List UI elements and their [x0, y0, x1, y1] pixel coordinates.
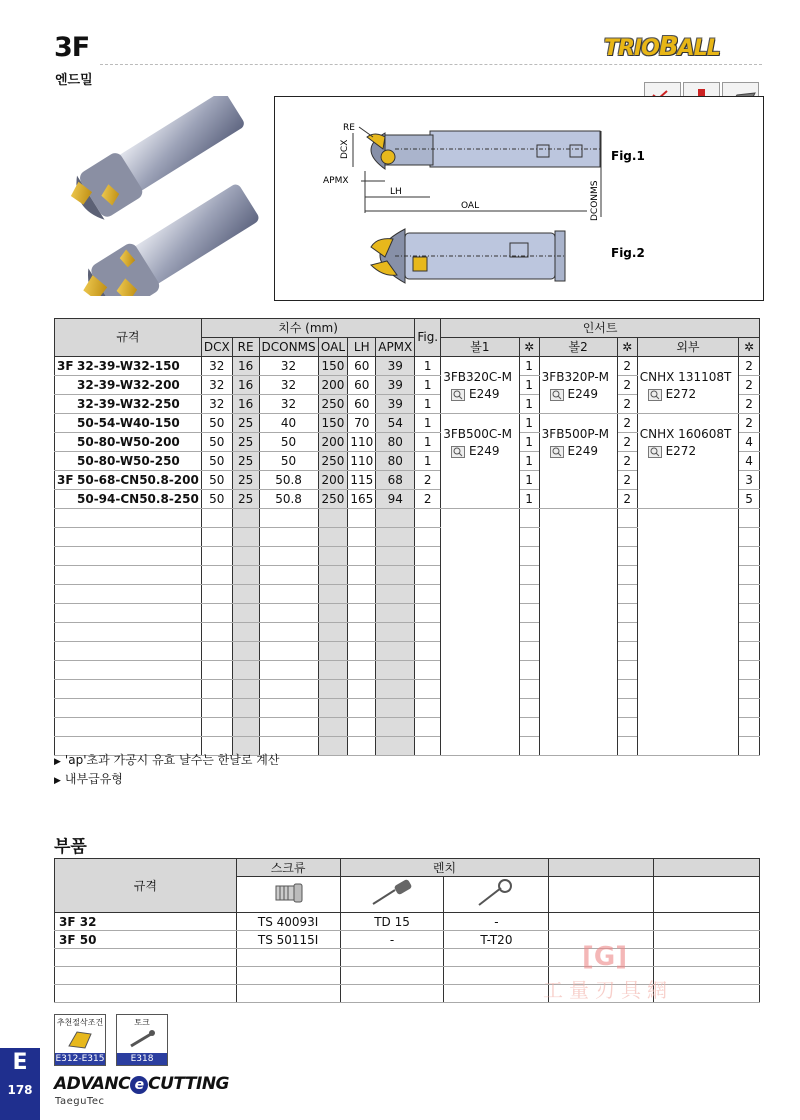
- cell-q3: 2: [739, 376, 760, 395]
- cell-dconms: 50: [259, 452, 318, 471]
- cell-q3: 3: [739, 471, 760, 490]
- dim-dconms-label: DCONMS: [590, 180, 600, 221]
- cell-q3: 5: [739, 490, 760, 509]
- col-dconms: DCONMS: [259, 338, 318, 357]
- cell-q1: 1: [519, 395, 539, 414]
- cell-dcx: 50: [201, 452, 232, 471]
- gear-icon: ✲: [617, 338, 637, 357]
- cell-apmx: 80: [376, 433, 415, 452]
- col-re: RE: [232, 338, 259, 357]
- cell-dcx: 32: [201, 357, 232, 376]
- cell-q2: 2: [617, 471, 637, 490]
- dim-lh-label: LH: [390, 187, 402, 197]
- dim-oal-label: OAL: [461, 201, 480, 211]
- cell-q2: 2: [617, 376, 637, 395]
- parts-wrench1: -: [340, 931, 444, 949]
- col-fig-header: Fig.: [415, 319, 441, 357]
- cell-oal: 150: [318, 357, 348, 376]
- col-oal: OAL: [318, 338, 348, 357]
- cell-fig: 1: [415, 433, 441, 452]
- cell-q3: 4: [739, 433, 760, 452]
- insert-ball1: 3FB320C-M E249: [441, 357, 519, 414]
- cell-lh: 60: [348, 395, 376, 414]
- page-number: 178: [7, 1083, 33, 1097]
- cell-apmx: 54: [376, 414, 415, 433]
- watermark: [G] 工量刃具網: [543, 942, 673, 1002]
- torque-wrench-icon: [127, 1028, 157, 1050]
- bullet-arrow-icon: ▶: [54, 776, 61, 786]
- cell-re: 25: [232, 414, 259, 433]
- spec-code: 32-39-W32-200: [55, 376, 202, 395]
- spec-table: [54, 318, 760, 756]
- watermark-glyph: [G]: [582, 942, 628, 972]
- cell-dconms: 50: [259, 433, 318, 452]
- cell-dconms: 32: [259, 376, 318, 395]
- cell-q1: 1: [519, 471, 539, 490]
- cell-q2: 2: [617, 395, 637, 414]
- cutting-conditions-ref[interactable]: 추천절삭조건 E312-E315: [54, 1014, 106, 1066]
- cell-apmx: 39: [376, 357, 415, 376]
- parts-wrench2: T-T20: [444, 931, 549, 949]
- cell-lh: 115: [348, 471, 376, 490]
- cell-oal: 250: [318, 452, 348, 471]
- cell-q1: 1: [519, 376, 539, 395]
- gear-icon: ✲: [519, 338, 539, 357]
- note-item: ▶ 내부급유형: [54, 772, 123, 786]
- col-lh: LH: [348, 338, 376, 357]
- cell-dcx: 50: [201, 414, 232, 433]
- insert-ball2: 3FB320P-M E249: [539, 357, 617, 414]
- insert-ball2: 3FB500P-M E249: [539, 414, 617, 509]
- cell-q2: 2: [617, 357, 637, 376]
- footer-brand-sub: TaeguTec: [55, 1096, 105, 1107]
- cell-oal: 250: [318, 395, 348, 414]
- col-dcx: DCX: [201, 338, 232, 357]
- cell-q1: 1: [519, 433, 539, 452]
- endmill-illustration: [70, 96, 260, 296]
- cell-lh: 70: [348, 414, 376, 433]
- cell-fig: 1: [415, 376, 441, 395]
- cell-lh: 60: [348, 357, 376, 376]
- insert-ball1: 3FB500C-M E249: [441, 414, 519, 509]
- bullet-arrow-icon: ▶: [54, 757, 61, 767]
- cell-q3: 2: [739, 395, 760, 414]
- cell-oal: 150: [318, 414, 348, 433]
- parts-screw: TS 40093I: [236, 913, 340, 931]
- cell-lh: 165: [348, 490, 376, 509]
- cell-q2: 2: [617, 490, 637, 509]
- cell-fig: 1: [415, 357, 441, 376]
- col-apmx: APMX: [376, 338, 415, 357]
- cell-q1: 1: [519, 490, 539, 509]
- cell-oal: 250: [318, 490, 348, 509]
- page-subtitle: 엔드밀: [55, 73, 93, 88]
- insert-outer: CNHX 160608T E272: [637, 414, 738, 509]
- parts-row: [55, 913, 760, 931]
- magnifier-icon: [648, 389, 662, 401]
- cell-oal: 200: [318, 376, 348, 395]
- dimension-diagram: [274, 96, 764, 301]
- cell-q3: 2: [739, 414, 760, 433]
- cell-re: 25: [232, 490, 259, 509]
- notes: [54, 752, 279, 790]
- page-title: 3F: [54, 32, 90, 63]
- cell-apmx: 68: [376, 471, 415, 490]
- cell-re: 16: [232, 376, 259, 395]
- spec-code: 3F 50-68-CN50.8-200: [55, 471, 202, 490]
- brand-logo: TRIOBALL: [604, 32, 720, 62]
- table-row: [55, 509, 760, 528]
- cell-lh: 60: [348, 376, 376, 395]
- cell-q1: 1: [519, 357, 539, 376]
- dim-re-label: RE: [343, 123, 355, 133]
- cell-q2: 2: [617, 414, 637, 433]
- cell-dcx: 50: [201, 490, 232, 509]
- section-tab: E 178: [0, 1048, 40, 1120]
- parts-wrench2: -: [444, 913, 549, 931]
- dim-apmx-label: APMX: [323, 176, 349, 186]
- cell-fig: 2: [415, 471, 441, 490]
- table-row: [55, 357, 760, 376]
- cell-q1: 1: [519, 414, 539, 433]
- note-item: ▶ 'ap'초과 가공시 유효 날수는 한날로 계산: [54, 753, 280, 767]
- col-ball2: 볼2: [539, 338, 617, 357]
- cell-re: 16: [232, 395, 259, 414]
- cell-fig: 1: [415, 395, 441, 414]
- cell-dcx: 50: [201, 471, 232, 490]
- cell-dcx: 50: [201, 433, 232, 452]
- magnifier-icon: [550, 389, 564, 401]
- cell-dconms: 32: [259, 357, 318, 376]
- parts-wrench1: TD 15: [340, 913, 444, 931]
- col-ball1: 볼1: [441, 338, 519, 357]
- screwdriver-icon: [340, 877, 444, 913]
- cell-q3: 2: [739, 357, 760, 376]
- magnifier-icon: [550, 446, 564, 458]
- cell-fig: 1: [415, 414, 441, 433]
- cell-apmx: 80: [376, 452, 415, 471]
- magnifier-icon: [648, 446, 662, 458]
- cell-apmx: 39: [376, 376, 415, 395]
- spec-code: 50-80-W50-200: [55, 433, 202, 452]
- cell-dconms: 50.8: [259, 471, 318, 490]
- cell-q3: 4: [739, 452, 760, 471]
- table-row: [55, 414, 760, 433]
- parts-col-wrench: 렌치: [340, 859, 549, 877]
- footer-brand-logo: ADVANC e CUTTING: [54, 1074, 230, 1094]
- magnifier-icon: [451, 446, 465, 458]
- cell-re: 25: [232, 471, 259, 490]
- col-outer: 외부: [637, 338, 738, 357]
- cell-fig: 2: [415, 490, 441, 509]
- cell-oal: 200: [318, 433, 348, 452]
- fig1-label: Fig.1: [611, 149, 645, 163]
- spec-code: 50-54-W40-150: [55, 414, 202, 433]
- fig2-label: Fig.2: [611, 246, 645, 260]
- parts-code: 3F 32: [55, 913, 237, 931]
- cell-apmx: 94: [376, 490, 415, 509]
- cell-oal: 200: [318, 471, 348, 490]
- cell-dconms: 50.8: [259, 490, 318, 509]
- spec-code: 50-94-CN50.8-250: [55, 490, 202, 509]
- t-wrench-icon: [444, 877, 549, 913]
- insert-icon: [65, 1028, 95, 1050]
- screw-icon: [236, 877, 340, 913]
- cell-q1: 1: [519, 452, 539, 471]
- cell-apmx: 39: [376, 395, 415, 414]
- parts-col-spec: 규격: [55, 859, 237, 913]
- cell-lh: 110: [348, 433, 376, 452]
- cell-q2: 2: [617, 433, 637, 452]
- parts-screw: TS 50115I: [236, 931, 340, 949]
- dim-dcx-label: DCX: [340, 139, 350, 159]
- col-insert-header: 인서트: [441, 319, 760, 338]
- spec-code: 32-39-W32-250: [55, 395, 202, 414]
- cell-dconms: 32: [259, 395, 318, 414]
- cell-q2: 2: [617, 452, 637, 471]
- cell-lh: 110: [348, 452, 376, 471]
- parts-code: 3F 50: [55, 931, 237, 949]
- insert-outer: CNHX 131108T E272: [637, 357, 738, 414]
- cell-fig: 1: [415, 452, 441, 471]
- cell-dconms: 40: [259, 414, 318, 433]
- cell-re: 25: [232, 452, 259, 471]
- cell-dcx: 32: [201, 376, 232, 395]
- magnifier-icon: [451, 389, 465, 401]
- spec-code: 3F 32-39-W32-150: [55, 357, 202, 376]
- cell-re: 16: [232, 357, 259, 376]
- torque-ref[interactable]: 토크 E318: [116, 1014, 168, 1066]
- parts-col-screw: 스크류: [236, 859, 340, 877]
- cell-re: 25: [232, 433, 259, 452]
- spec-code: 50-80-W50-250: [55, 452, 202, 471]
- col-spec-header: 규격: [55, 319, 202, 357]
- cell-dcx: 32: [201, 395, 232, 414]
- header-divider: [100, 64, 762, 65]
- parts-title: 부품: [54, 837, 87, 857]
- col-dims-header: 치수 (mm): [201, 319, 414, 338]
- gear-icon: ✲: [739, 338, 760, 357]
